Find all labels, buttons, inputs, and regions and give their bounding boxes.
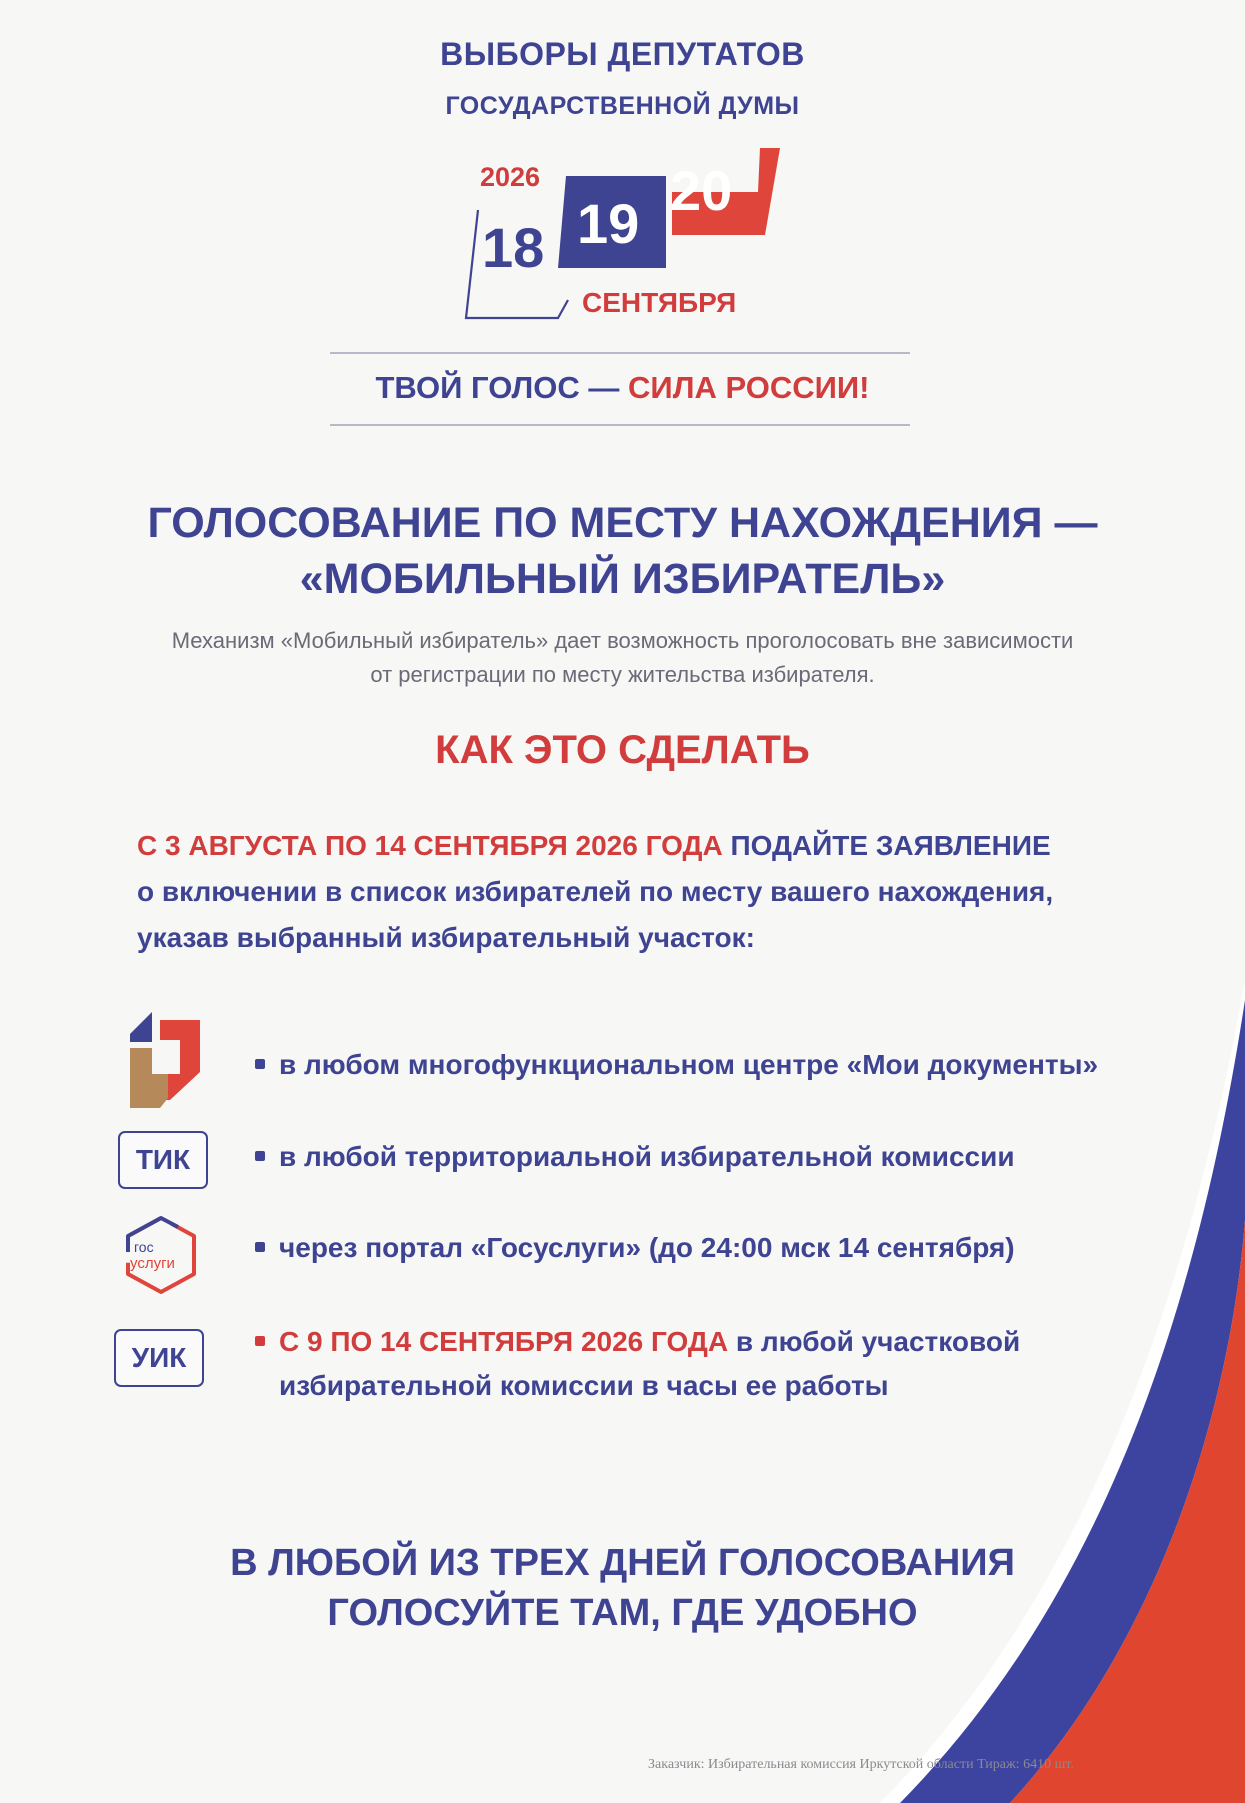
gosuslugi-text-gos: гос [134,1239,154,1255]
option-tik [255,1135,1015,1179]
header-line2: ГОСУДАРСТВЕННОЙ ДУМЫ [445,92,800,120]
option-gosuslugi-text: через портал «Госуслуги» (до 24:00 мск 14 сентября) [279,1232,1015,1263]
option-mfc [255,1043,1098,1087]
option-mfc-text: в любом многофункциональном центре «Мои документы» [279,1049,1099,1080]
subtitle-line2: от регистрации по месту жительства избирателя. [370,662,875,687]
logo-month: СЕНТЯБРЯ [582,287,737,318]
logo-year: 2026 [480,162,541,192]
title-line2: «МОБИЛЬНЫЙ ИЗБИРАТЕЛЬ» [299,555,946,603]
option-uik-text: в любой участковой [728,1326,1021,1357]
tik-badge [118,1131,208,1189]
option-uik-line2: избирательной комиссии в часы ее работы [279,1370,889,1401]
slogan-divider-top [330,352,910,354]
closing-line2: ГОЛОСУЙТЕ ТАМ, ГДЕ УДОБНО [327,1592,918,1634]
uik-badge-label: УИК [131,1342,187,1373]
apply-line2: о включении в список избирателей по месту вашего нахождения, [137,876,1054,907]
option-uik [255,1320,1020,1408]
closing-text [0,1538,1245,1638]
bullet [255,1059,265,1069]
logo-day-20: 20 [670,159,733,222]
election-dates-logo [440,140,810,330]
subtitle-line1: Механизм «Мобильный избиратель» дает возможность проголосовать вне зависимости [171,628,1074,653]
slogan-divider-bottom [330,424,910,426]
option-uik-dates: С 9 ПО 14 СЕНТЯБРЯ 2026 ГОДА [279,1326,729,1357]
bullet [255,1151,265,1161]
header-line1: ВЫБОРЫ ДЕПУТАТОВ [440,36,805,72]
apply-dates: С 3 АВГУСТА ПО 14 СЕНТЯБРЯ 2026 ГОДА [137,830,723,861]
slogan [0,370,1245,406]
tik-badge-label: ТИК [135,1144,191,1175]
logo-day-19: 19 [577,192,640,255]
mfc-moi-dokumenty-icon [130,1012,204,1108]
gosuslugi-logo-icon [118,1212,204,1298]
option-tik-text: в любой территориальной избирательной комиссии [279,1141,1015,1172]
logo-day-18: 18 [482,216,545,279]
option-gosuslugi [255,1226,1015,1270]
apply-action: ПОДАЙТЕ ЗАЯВЛЕНИЕ [722,830,1051,861]
imprint-footer: Заказчик: Избирательная комиссия Иркутской области Тираж: 6410 шт. [648,1757,1074,1772]
subtitle [0,624,1245,692]
howto-heading: КАК ЭТО СДЕЛАТЬ [435,728,810,772]
apply-line3: указав выбранный избирательный участок: [137,922,755,953]
slogan-part2: СИЛА РОССИИ! [628,370,870,405]
gosuslugi-text-uslugi: услуги [130,1255,175,1272]
bullet [255,1336,265,1346]
uik-badge [114,1329,204,1387]
title-line1: ГОЛОСОВАНИЕ ПО МЕСТУ НАХОЖДЕНИЯ — [147,499,1098,547]
main-title [0,495,1245,607]
slogan-part1: ТВОЙ ГОЛОС — [375,370,629,405]
apply-instructions [137,823,1097,961]
bullet [255,1242,265,1252]
closing-line1: В ЛЮБОЙ ИЗ ТРЕХ ДНЕЙ ГОЛОСОВАНИЯ [230,1542,1015,1584]
